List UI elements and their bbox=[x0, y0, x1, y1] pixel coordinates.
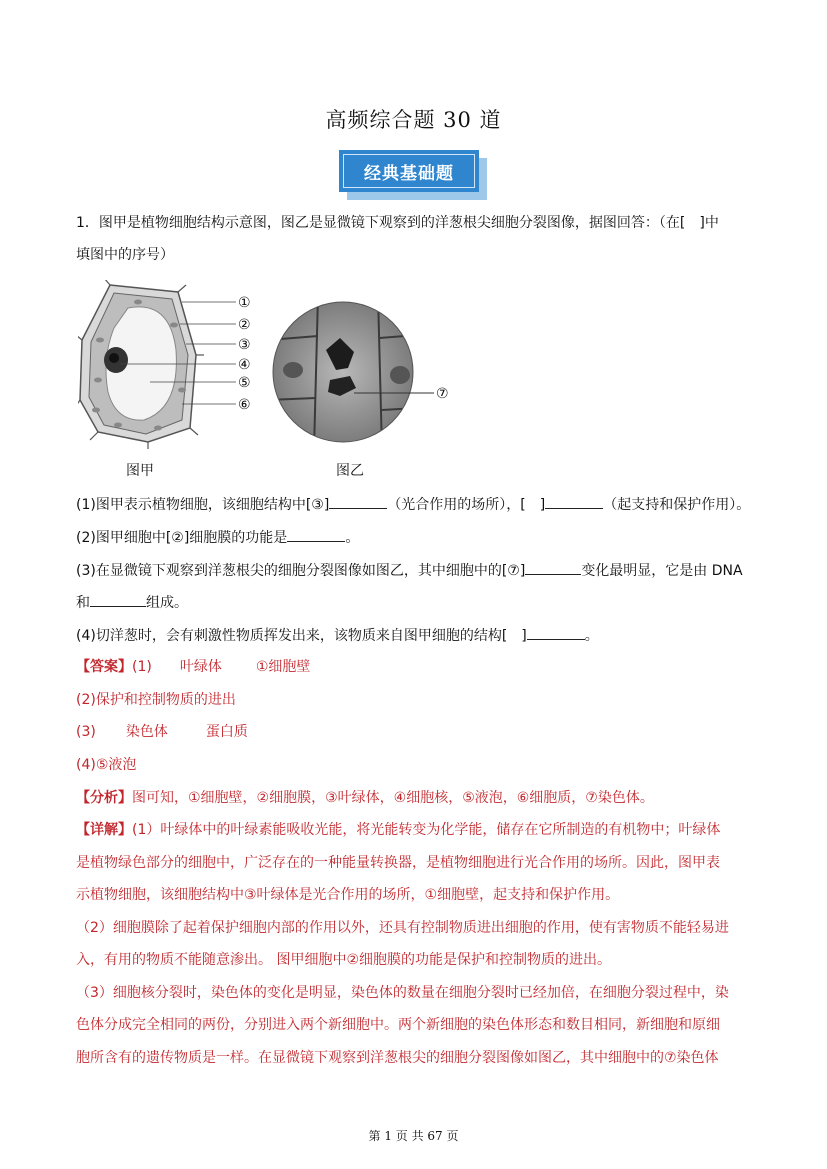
sub-q3-part-d: 组成。 bbox=[146, 595, 188, 611]
sub-question-3 bbox=[76, 560, 743, 581]
answer-blank bbox=[525, 560, 581, 575]
detail-label: 【详解】 bbox=[76, 822, 132, 838]
label-1: ① bbox=[238, 295, 251, 311]
detail-line-5: 入，有用的物质不能随意渗出。 图甲细胞中②细胞膜的功能是保护和控制物质的进出。 bbox=[76, 952, 611, 968]
question-stem-line2: 填图中的序号） bbox=[76, 247, 174, 263]
answer-3-value-1: 染色体 bbox=[125, 724, 168, 740]
analysis-text: 图可知，①细胞壁，②细胞膜，③叶绿体，④细胞核，⑤液泡，⑥细胞质，⑦染色体。 bbox=[132, 790, 654, 806]
sub-q3-part-c: 和 bbox=[76, 595, 90, 611]
answer-blank bbox=[545, 494, 603, 509]
badge-label: 经典基础题 bbox=[343, 154, 475, 188]
sub-q1-part-c: （起支持和保护作用）。 bbox=[603, 497, 751, 513]
detail-line-6: （3）细胞核分裂时，染色体的变化是明显，染色体的数量在细胞分裂时已经加倍，在细胞分裂过程中，染 bbox=[76, 985, 729, 1001]
sub-q4-part-b: 。 bbox=[584, 628, 599, 644]
answer-line-3 bbox=[76, 722, 248, 742]
answer-blank bbox=[90, 592, 146, 607]
answer-blank bbox=[527, 625, 585, 640]
answer-1-value-1: 叶绿体 bbox=[179, 659, 222, 675]
answer-3-number: (3) bbox=[76, 724, 96, 740]
label-2: ② bbox=[238, 317, 251, 333]
answer-1-value-2: ①细胞壁 bbox=[255, 659, 311, 675]
label-6: ⑥ bbox=[238, 397, 251, 413]
answer-line-2: (2)保护和控制物质的进出 bbox=[76, 692, 236, 708]
sub-q4-part-a: (4)切洋葱时，会有刺激性物质挥发出来，该物质来自图甲细胞的结构[ ] bbox=[76, 628, 527, 644]
answer-blank bbox=[329, 494, 387, 509]
answer-line-1 bbox=[76, 657, 310, 677]
detail-line-1 bbox=[76, 820, 720, 840]
detail-text-1: (1）叶绿体中的叶绿素能吸收光能，将光能转变为化学能，储存在它所制造的有机物中；叶绿体 bbox=[132, 822, 721, 838]
sub-q2-part-a: (2)图甲细胞中[②]细胞膜的功能是 bbox=[76, 530, 288, 546]
detail-line-4: （2）细胞膜除了起着保护细胞内部的作用以外，还具有控制物质进出细胞的作用，使有害物质不能轻易进 bbox=[76, 920, 729, 936]
label-4: ④ bbox=[238, 357, 251, 373]
label-5: ⑤ bbox=[238, 375, 251, 391]
sub-q3-part-b: 变化最明显，它是由 DNA bbox=[581, 563, 743, 579]
badge-box bbox=[339, 150, 479, 192]
figure-area bbox=[78, 280, 478, 454]
answer-3-value-2: 蛋白质 bbox=[205, 724, 248, 740]
label-7: ⑦ bbox=[436, 386, 449, 402]
answer-1-number: (1) bbox=[132, 659, 152, 675]
sub-question-4 bbox=[76, 625, 599, 646]
sub-question-1 bbox=[76, 494, 750, 515]
sub-q3-part-a: (3)在显微镜下观察到洋葱根尖的细胞分裂图像如图乙，其中细胞中的[⑦] bbox=[76, 563, 526, 579]
caption-figure-a: 图甲 bbox=[126, 463, 154, 479]
sub-q2-part-b: 。 bbox=[345, 530, 360, 546]
analysis-line bbox=[76, 788, 654, 808]
answer-label: 【答案】 bbox=[76, 659, 132, 675]
sub-question-2 bbox=[76, 527, 359, 548]
detail-line-8: 胞所含有的遗传物质是一样。在显微镜下观察到洋葱根尖的细胞分裂图像如图乙，其中细胞中的⑦染色体 bbox=[76, 1050, 719, 1066]
sub-question-3-cont bbox=[76, 592, 188, 613]
detail-line-2: 是植物绿色部分的细胞中，广泛存在的一种能量转换器，是植物细胞进行光合作用的场所。因此，图甲表 bbox=[76, 855, 720, 871]
section-badge bbox=[339, 150, 487, 200]
page-title: 高频综合题 30 道 bbox=[325, 108, 502, 132]
answer-blank bbox=[287, 527, 345, 542]
question-stem-line1: 1．图甲是植物细胞结构示意图，图乙是显微镜下观察到的洋葱根尖细胞分裂图像，据图回答：（在[ ]中 bbox=[76, 215, 719, 231]
sub-q1-part-b: （光合作用的场所），[ ] bbox=[387, 497, 546, 513]
caption-figure-b: 图乙 bbox=[336, 463, 364, 479]
answer-line-4: (4)⑤液泡 bbox=[76, 757, 137, 773]
analysis-label: 【分析】 bbox=[76, 790, 132, 806]
sub-q1-part-a: (1)图甲表示植物细胞，该细胞结构中[③] bbox=[76, 497, 330, 513]
micrograph bbox=[268, 295, 434, 450]
page-footer: 第 1 页 共 67 页 bbox=[368, 1129, 459, 1143]
label-3: ③ bbox=[238, 337, 251, 353]
cell-figures bbox=[78, 280, 478, 450]
detail-line-3: 示植物细胞，该细胞结构中③叶绿体是光合作用的场所，①细胞壁，起支持和保护作用。 bbox=[76, 887, 620, 903]
plant-cell-diagram bbox=[78, 280, 236, 449]
detail-line-7: 色体分成完全相同的两份，分别进入两个新细胞中。两个新细胞的染色体形态和数目相同，新细胞和原细 bbox=[76, 1017, 720, 1033]
